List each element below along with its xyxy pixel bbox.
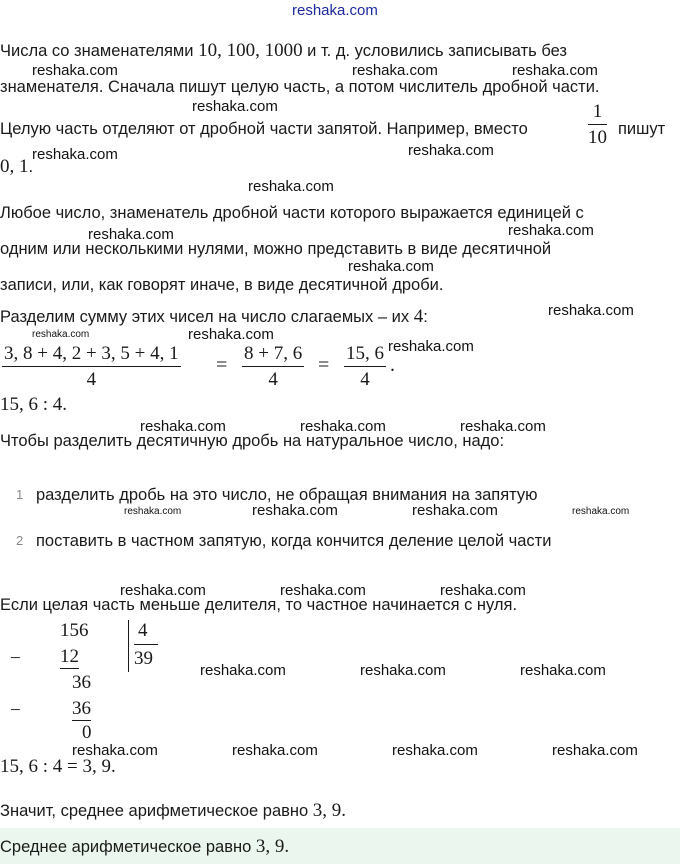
divide-text: : xyxy=(423,308,428,326)
watermark: reshaka.com xyxy=(412,502,498,519)
watermark: reshaka.com xyxy=(300,418,386,435)
zero-rule: Если целая часть меньше делителя, то частное начинается с нуля. xyxy=(0,596,518,614)
subtrahend: 12 xyxy=(60,646,79,667)
watermark: reshaka.com xyxy=(32,146,118,163)
watermark: reshaka.com xyxy=(72,742,158,759)
rule-line-2: одним или несколькими нулями, можно представить в виде десятичной xyxy=(0,240,552,258)
quotient: 39 xyxy=(134,648,153,669)
divisor: 4 xyxy=(138,620,148,641)
fraction-one-tenth xyxy=(588,100,607,151)
math-expression: 15, 6 : 4. xyxy=(0,394,68,415)
answer-value: 3, 9. xyxy=(255,836,290,857)
fraction-numerator: 8 + 7, 6 xyxy=(244,343,303,364)
watermark: reshaka.com xyxy=(520,662,606,679)
watermark: reshaka.com xyxy=(552,742,638,759)
fraction-denominator: 10 xyxy=(588,127,607,148)
answer-line xyxy=(0,836,289,858)
fraction-total xyxy=(344,342,386,393)
watermark: reshaka.com xyxy=(192,98,278,115)
equals-sign: = xyxy=(216,354,228,376)
divide-intro xyxy=(0,306,428,328)
site-watermark-link[interactable]: reshaka.com xyxy=(292,2,378,19)
watermark: reshaka.com xyxy=(124,506,182,517)
period: . xyxy=(28,158,34,176)
watermark: reshaka.com xyxy=(32,329,90,340)
fraction-denominator: 4 xyxy=(360,369,370,390)
equals-sign: = xyxy=(318,354,330,376)
watermark: reshaka.com xyxy=(280,582,366,599)
conclusion-value: 3, 9. xyxy=(312,800,347,821)
watermark: reshaka.com xyxy=(548,302,634,319)
watermark: reshaka.com xyxy=(348,258,434,275)
watermark: reshaka.com xyxy=(572,506,630,517)
watermark: reshaka.com xyxy=(232,742,318,759)
fraction-denominator: 4 xyxy=(86,369,97,390)
fraction-partial-sum xyxy=(242,342,304,393)
intro-line-4 xyxy=(0,156,33,178)
result-line: 15, 6 : 4 = 3, 9. xyxy=(0,756,116,777)
watermark: reshaka.com xyxy=(200,662,286,679)
watermark: reshaka.com xyxy=(360,662,446,679)
intro-line-2: знаменателя. Сначала пишут целую часть, а потом числитель дробной части. xyxy=(0,78,600,96)
intro-text: пишут xyxy=(618,120,666,138)
answer-box xyxy=(0,828,680,864)
period: . xyxy=(390,354,395,376)
answer-text: Среднее арифметическое равно xyxy=(0,838,256,856)
conclusion xyxy=(0,800,346,822)
conclusion-text: Значит, среднее арифметическое равно xyxy=(0,802,313,820)
rule-line-3: записи, или, как говорят иначе, в виде десятичной дроби. xyxy=(0,276,444,294)
list-marker: 1 xyxy=(16,487,24,502)
math-zero-point-one: 0, 1 xyxy=(0,156,29,177)
minus-sign: − xyxy=(10,648,21,669)
subtrahend: 36 xyxy=(72,698,91,719)
rule-line-1: Любое число, знаменатель дробной части которого выражается единицей с xyxy=(0,204,584,222)
intro-line-3: Целую часть отделяют от дробной части запятой. Например, вместо xyxy=(0,120,528,138)
list-marker: 2 xyxy=(16,533,24,548)
fraction-sum xyxy=(2,342,181,393)
watermark: reshaka.com xyxy=(120,582,206,599)
minus-sign: − xyxy=(10,700,21,721)
fraction-numerator: 1 xyxy=(592,101,603,122)
division-vertical-line xyxy=(128,620,129,672)
watermark: reshaka.com xyxy=(440,582,526,599)
howto-intro: Чтобы разделить десятичную дробь на натуральное число, надо: xyxy=(0,432,505,450)
remainder: 36 xyxy=(72,672,91,693)
watermark: reshaka.com xyxy=(248,178,334,195)
remainder: 0 xyxy=(82,722,92,743)
dividend: 156 xyxy=(60,620,89,641)
intro-line-1 xyxy=(0,40,567,62)
watermark: reshaka.com xyxy=(460,418,546,435)
divide-text: Разделим сумму этих чисел на число слагаемых – их xyxy=(0,308,414,326)
watermark: reshaka.com xyxy=(388,338,474,355)
watermark: reshaka.com xyxy=(352,62,438,79)
math-four: 4 xyxy=(413,306,424,327)
watermark: reshaka.com xyxy=(252,502,338,519)
math-denominators: 10, 100, 1000 xyxy=(198,40,303,61)
watermark: reshaka.com xyxy=(88,226,174,243)
watermark: reshaka.com xyxy=(140,418,226,435)
intro-text: Числа со знаменателями xyxy=(0,42,199,60)
watermark: reshaka.com xyxy=(512,62,598,79)
watermark: reshaka.com xyxy=(508,222,594,239)
fraction-numerator: 3, 8 + 4, 2 + 3, 5 + 4, 1 xyxy=(4,343,179,364)
watermark: reshaka.com xyxy=(392,742,478,759)
fraction-denominator: 4 xyxy=(268,369,278,390)
watermark: reshaka.com xyxy=(32,62,118,79)
watermark: reshaka.com xyxy=(408,142,494,159)
divisor-line xyxy=(134,644,158,645)
fraction-numerator: 15, 6 xyxy=(346,343,384,364)
intro-text: и т. д. условились записывать без xyxy=(302,42,567,60)
list-item: разделить дробь на это число, не обращая внимания на запятую xyxy=(36,486,538,504)
watermark: reshaka.com xyxy=(188,326,274,343)
list-item: поставить в частном запятую, когда кончится деление целой части xyxy=(36,532,552,550)
